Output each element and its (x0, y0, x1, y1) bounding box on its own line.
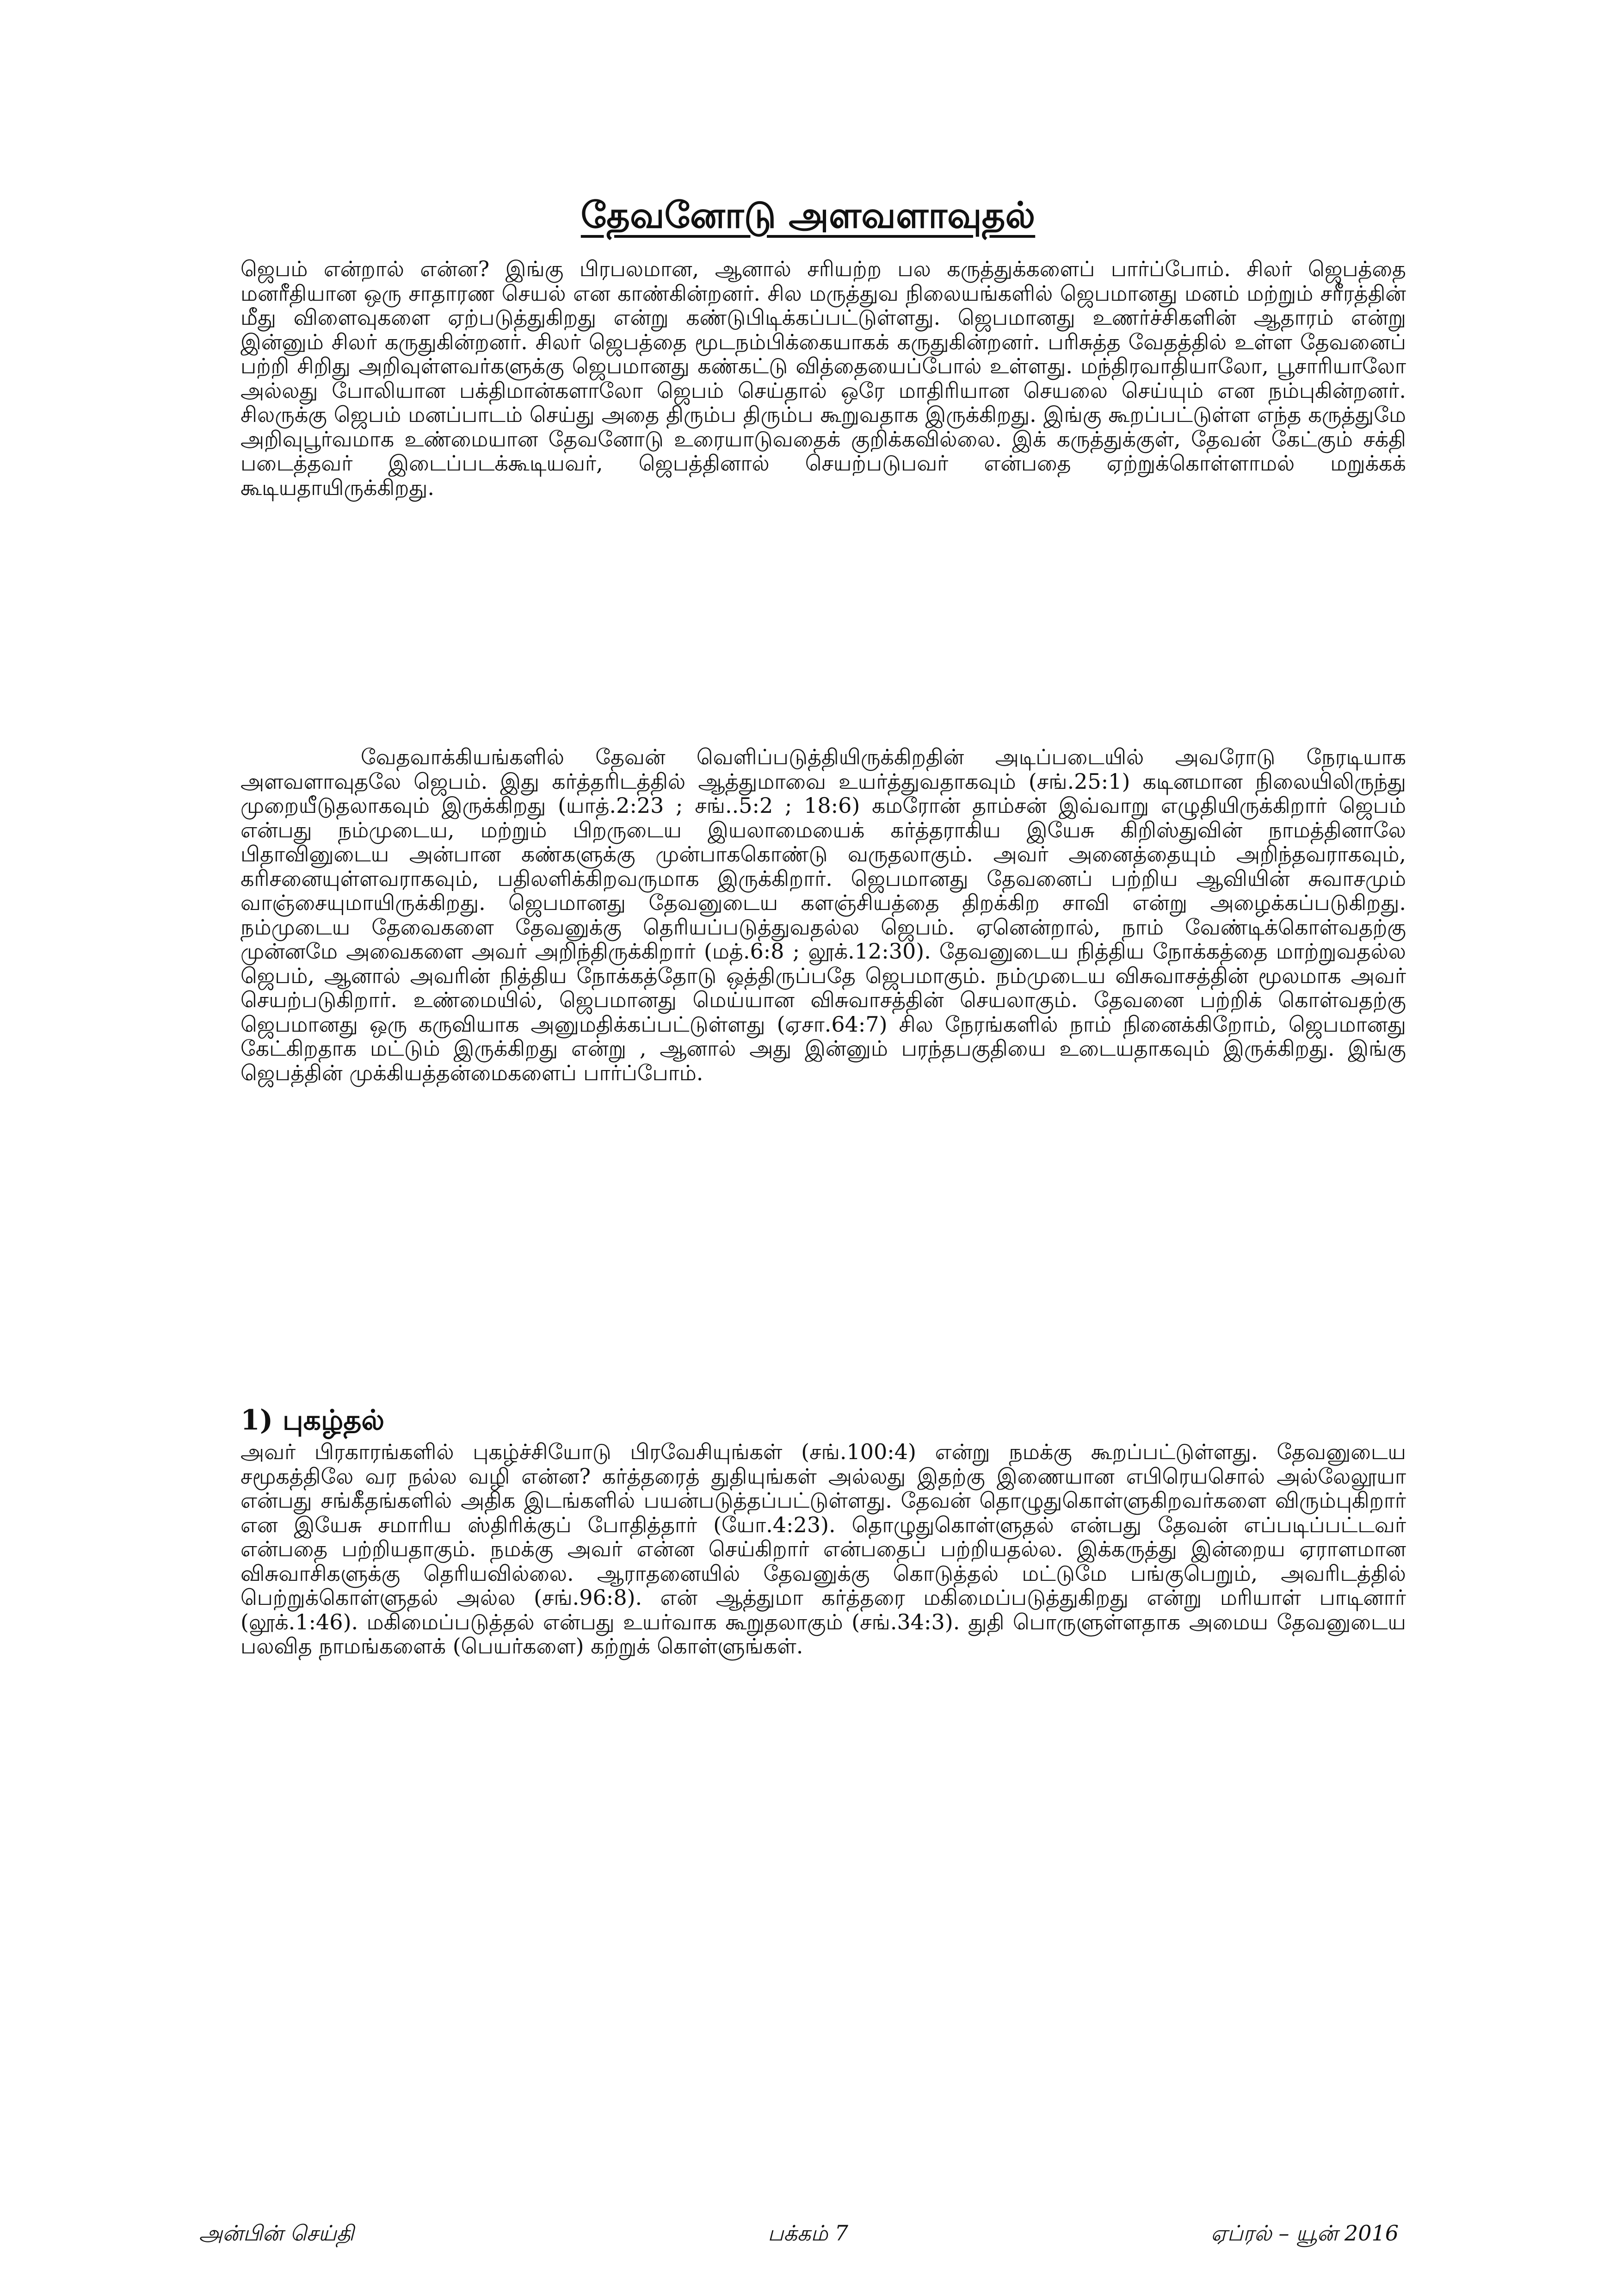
section-heading: 1) புகழ்தல் (241, 1404, 385, 1436)
footer-page-number: பக்கம் 7 (768, 2221, 848, 2246)
page-title (0, 194, 1616, 241)
section-paragraph: அவர் பிரகாரங்களில் புகழ்ச்சியோடு பிரவேசியுங்கள் (சங்.100:4) என்று நமக்கு கூறப்பட்டுள்ளது. தேவனுடைய சமூகத்திலே வர நல்ல வழி என்ன? கர்த்தரைத் துதியுங்கள் அல்லது இதற்கு இணையான எபிரெயசொல் அல்லேலூயா என்பது சங்கீதங்களில் அதிக இடங்களில் பயன்படுத்தப்பட்டுள்ளது. தேவன் தொழுதுகொள்ளுகிறவர்களை விரும்புகிறார் என இயேசு சமாரிய ஸ்திரிக்குப் போதித்தார் (யோ.4:23). தொழுதுகொள்ளுதல் என்பது தேவன் எப்படிப்பட்டவர் என்பதை பற்றியதாகும். நமக்கு அவர் என்ன செய்கிறார் என்பதைப் பற்றியதல்ல. இக்கருத்து இன்றைய ஏராளமான விசுவாசிகளுக்கு தெரியவில்லை. ஆராதனையில் தேவனுக்கு கொடுத்தல் மட்டுமே பங்குபெறும், அவரிடத்தில் பெற்றுக்கொள்ளுதல் அல்ல (சங்.96:8). என் ஆத்துமா கர்த்தரை மகிமைப்படுத்துகிறது என்று மரியாள் பாடினார் (லூக்.1:46). மகிமைப்படுத்தல் என்பது உயர்வாக கூறுதலாகும் (சங்.34:3). துதி பொருளுள்ளதாக அமைய தேவனுடைய பலவித நாமங்களைக் (பெயர்களை) கற்றுக் கொள்ளுங்கள். (241, 1439, 1406, 1659)
footer-issue-date: ஏப்ரல் – யூன் 2016 (1210, 2221, 1399, 2246)
footer-publication: அன்பின் செய்தி (199, 2221, 354, 2246)
definition-paragraph: வேதவாக்கியங்களில் தேவன் வெளிப்படுத்தியிருக்கிறதின் அடிப்படையில் அவரோடு நேரடியாக அளவளாவுதலே ஜெபம். இது கர்த்தரிடத்தில் ஆத்துமாவை உயர்த்துவதாகவும் (சங்.25:1) கடினமான நிலையிலிருந்து முறையீடுதலாகவும் இருக்கிறது (யாத்.2:23 ; சங்..5:2 ; 18:6) கமரோன் தாம்சன் இவ்வாறு எழுதியிருக்கிறார் ஜெபம் என்பது நம்முடைய, மற்றும் பிறருடைய இயலாமையைக் கர்த்தராகிய இயேசு கிறிஸ்துவின் நாமத்தினாலே பிதாவினுடைய அன்பான கண்களுக்கு முன்பாககொண்டு வருதலாகும். அவர் அனைத்தையும் அறிந்தவராகவும், கரிசனையுள்ளவராகவும், பதிலளிக்கிறவருமாக இருக்கிறார். ஜெபமானது தேவனைப் பற்றிய ஆவியின் சுவாசமும் வாஞ்சையுமாயிருக்கிறது. ஜெபமானது தேவனுடைய களஞ்சியத்தை திறக்கிற சாவி என்று அழைக்கப்படுகிறது. நம்முடைய தேவைகளை தேவனுக்கு தெரியப்படுத்துவதல்ல ஜெபம். ஏனென்றால், நாம் வேண்டிக்கொள்வதற்கு முன்னமே அவைகளை அவர் அறிந்திருக்கிறார் (மத்.6:8 ; லூக்.12:30). தேவனுடைய நித்திய நோக்கத்தை மாற்றுவதல்ல ஜெபம், ஆனால் அவரின் நித்திய நோக்கத்தோடு ஒத்திருப்பதே ஜெபமாகும். நம்முடைய விசுவாசத்தின் மூலமாக அவர் செயற்படுகிறார். உண்மையில், ஜெபமானது மெய்யான விசுவாசத்தின் செயலாகும். தேவனை பற்றிக் கொள்வதற்கு ஜெபமானது ஒரு கருவியாக அனுமதிக்கப்பட்டுள்ளது (ஏசா.64:7) சில நேரங்களில் நாம் நினைக்கிறோம், ஜெபமானது கேட்கிறதாக மட்டும் இருக்கிறது என்று , ஆனால் அது இன்னும் பரந்தபகுதியை உடையதாகவும் இருக்கிறது. இங்கு ஜெபத்தின் முக்கியத்தன்மைகளைப் பார்ப்போம். (241, 744, 1406, 1085)
intro-paragraph: ஜெபம் என்றால் என்ன? இங்கு பிரபலமான, ஆனால் சரியற்ற பல கருத்துக்களைப் பார்ப்போம். சிலர் ஜெபத்தை மனரீதியான ஒரு சாதாரண செயல் என காண்கின்றனர். சில மருத்துவ நிலையங்களில் ஜெபமானது மனம் மற்றும் சரீரத்தின் மீது விளைவுகளை ஏற்படுத்துகிறது என்று கண்டுபிடிக்கப்பட்டுள்ளது. ஜெபமானது உணர்ச்சிகளின் ஆதாரம் என்று இன்னும் சிலர் கருதுகின்றனர். சிலர் ஜெபத்தை மூடநம்பிக்கையாகக் கருதுகின்றனர். பரிசுத்த வேதத்தில் உள்ள தேவனைப் பற்றி சிறிது அறிவுள்ளவர்களுக்கு ஜெபமானது கண்கட்டு வித்தையைப்போல் உள்ளது. மந்திரவாதியாலோ, பூசாரியாலோ அல்லது போலியான பக்திமான்களாலோ ஜெபம் செய்தால் ஒரே மாதிரியான செயலை செய்யும் என நம்புகின்றனர். சிலருக்கு ஜெபம் மனப்பாடம் செய்து அதை திரும்ப திரும்ப கூறுவதாக இருக்கிறது. இங்கு கூறப்பட்டுள்ள எந்த கருத்துமே அறிவுபூர்வமாக உண்மையான தேவனோடு உரையாடுவதைக் குறிக்கவில்லை. இக் கருத்துக்குள், தேவன் கேட்கும் சக்தி படைத்தவர் இடைப்படக்கூடியவர், ஜெபத்தினால் செயற்படுபவர் என்பதை ஏற்றுக்கொள்ளாமல் மறுக்கக் கூடியதாயிருக்கிறது. (241, 256, 1406, 500)
page-title-text: தேவனோடு அளவளாவுதல் (580, 194, 1036, 236)
